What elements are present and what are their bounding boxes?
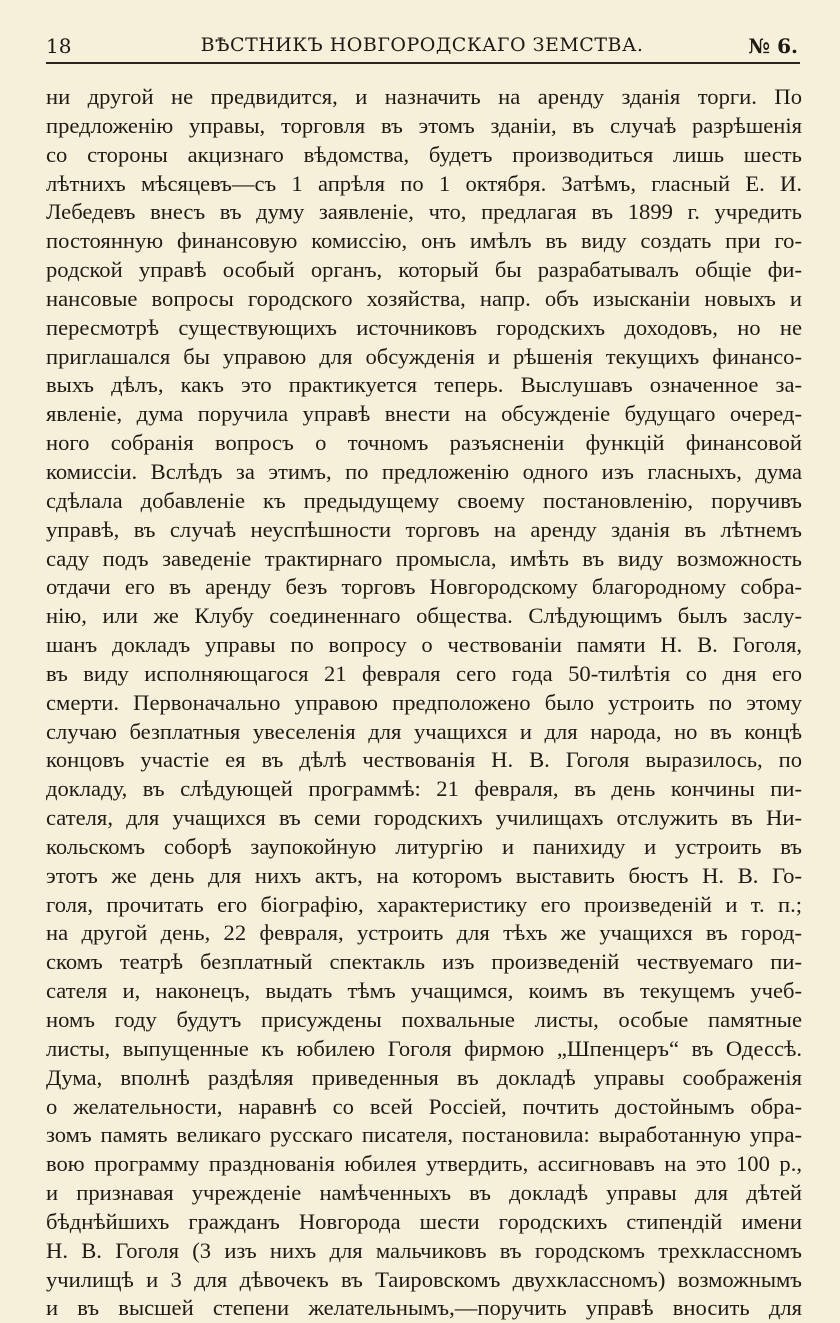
text-line: на другой день, 22 февраля, устроить для тѣхъ же учащихся въ город- [46,920,802,946]
text-line: нію, или же Клубу соединеннаго общества. Слѣдующимъ былъ заслу- [46,603,802,629]
running-header [46,34,798,64]
text-line: постоянную финансовую комиссію, онъ имѣлъ въ виду создать при го- [46,228,802,254]
text-line: докладу, въ слѣдующей программѣ: 21 февраля, въ день кончины пи- [46,776,802,802]
text-line: сателя и, наконецъ, выдать тѣмъ учащимся, коимъ въ текущемъ учеб- [46,978,802,1004]
text-line: смерти. Первоначально управою предположено было устроить по этому [46,689,802,715]
text-line: комиссіи. Вслѣдъ за этимъ, по предложенію одного изъ гласныхъ, дума [46,458,802,484]
text-line: листы, выпущенные къ юбилею Гоголя фирмою „Шпенцеръ“ въ Одессѣ. [46,1035,802,1061]
text-line: зомъ память великаго русскаго писателя, постановила: выработанную упра- [46,1122,802,1148]
text-line: въ виду исполняющагося 21 февраля сего года 50-тилѣтія со дня его [46,660,802,686]
text-line: Н. В. Гоголя (3 изъ нихъ для мальчиковъ въ городскомъ трехклассномъ [46,1237,802,1263]
text-line: случаю безплатныя увеселенія для учащихся и для народа, но въ концѣ [46,718,802,744]
text-line: сателя, для учащихся въ семи городскихъ училищахъ отслужить въ Ни- [46,805,802,831]
text-line: голя, прочитать его біографію, характеристику его произведеній и т. п.; [46,891,802,917]
text-line: номъ году будутъ присуждены похвальные листы, особые памятные [46,1007,802,1032]
text-line: саду подъ заведеніе трактирнаго промысла, имѣть въ виду возможность [46,545,802,571]
header-rule [46,62,800,64]
text-line: предложенію управы, торговля въ этомъ зданіи, въ случаѣ разрѣшенія [46,112,802,138]
text-line: управѣ, въ случаѣ неуспѣшности торговъ на аренду зданія въ лѣтнемъ [46,516,802,542]
journal-title: ВѢСТНИКЪ НОВГОРОДСКАГО ЗЕМСТВА. [200,34,644,56]
text-line: шанъ докладъ управы по вопросу о чествованіи памяти Н. В. Гоголя, [46,632,802,658]
page-number: 18 [46,34,72,58]
text-line: сдѣлала добавленіе къ предыдущему своему постановленію, поручивъ [46,487,802,513]
text-line: выхъ дѣлъ, какъ это практикуется теперь. Выслушавъ означенное за- [46,372,802,398]
text-line: о желательности, наравнѣ со всей Россіей, почтить достойнымъ обра- [46,1093,802,1119]
body-text [46,83,802,1323]
text-line: со стороны акцизнаго вѣдомства, будетъ производиться лишь шесть [46,141,802,167]
text-line: отдачи его въ аренду безъ торговъ Новгородскому благородному собра- [46,574,802,600]
text-line: вою программу празднованія юбилея утвердить, ассигновавъ на это 100 р., [46,1151,802,1177]
text-line: ни другой не предвидится, и назначить на аренду зданія торги. По [46,84,802,109]
text-line: явленіе, дума поручила управѣ внести на обсужденіе будущаго очеред- [46,401,802,427]
text-line: училищѣ и 3 для дѣвочекъ въ Таировскомъ двухклассномъ) возможнымъ [46,1266,802,1292]
text-line: приглашался бы управою для обсужденія и рѣшенія текущихъ финансо- [46,343,802,369]
text-line: концовъ участіе ея въ дѣлѣ чествованія Н. В. Гоголя выразилось, по [46,747,802,773]
text-line: пересмотрѣ существующихъ источниковъ городскихъ доходовъ, но не [46,314,802,340]
text-line: этотъ же день для нихъ актъ, на которомъ выставить бюстъ Н. В. Го- [46,862,802,888]
text-line: скомъ театрѣ безплатный спектакль изъ произведеній чествуемаго пи- [46,949,802,975]
text-line: нансовые вопросы городского хозяйства, напр. объ изысканіи новыхъ и [46,285,802,311]
text-line: и въ высшей степени желательнымъ,—поручить управѣ вносить для [46,1295,802,1321]
text-line: бѣднѣйшихъ гражданъ Новгорода шести городскихъ стипендій имени [46,1208,802,1234]
text-line: ного собранія вопросъ о точномъ разъясненіи функцій финансовой [46,430,802,456]
text-line: Лебедевъ внесъ въ думу заявленіе, что, предлагая въ 1899 г. учредить [46,199,802,225]
text-line: Дума, вполнѣ раздѣляя приведенныя въ докладѣ управы соображенія [46,1064,802,1090]
issue-number: № 6. [748,34,798,58]
text-line: и признавая учрежденіе намѣченныхъ въ докладѣ управы для дѣтей [46,1180,802,1206]
text-line: кольскомъ соборѣ заупокойную литургію и панихиду и устроить въ [46,833,802,859]
text-line: родской управѣ особый органъ, который бы разрабатывалъ общіе фи- [46,257,802,283]
text-line: лѣтнихъ мѣсяцевъ—съ 1 апрѣля по 1 октября. Затѣмъ, гласный Е. И. [46,170,802,196]
